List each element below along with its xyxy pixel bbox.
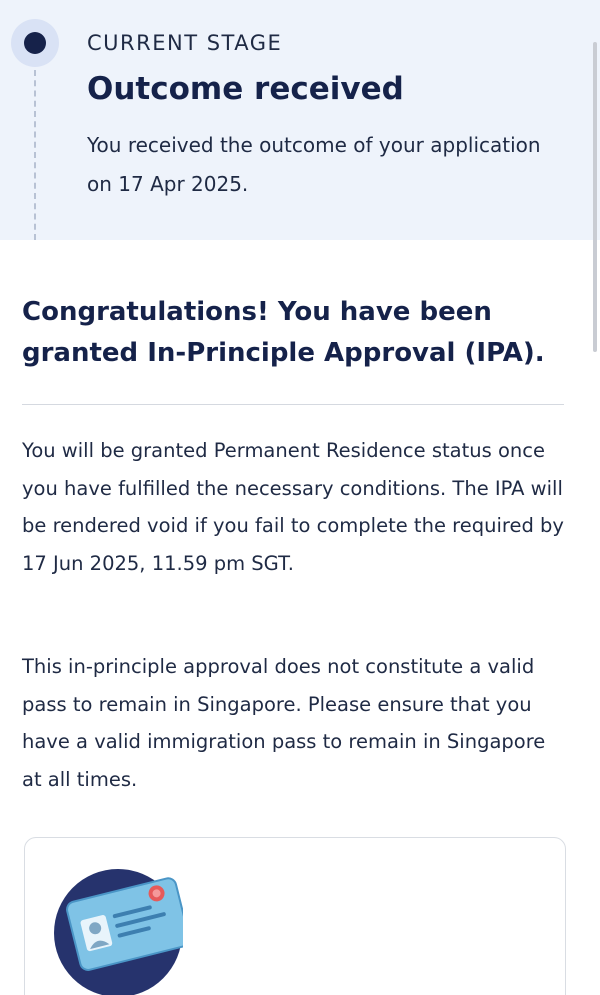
stage-title: Outcome received: [87, 71, 404, 107]
id-card-icon: [53, 868, 183, 995]
timeline-dot-icon: [24, 32, 46, 54]
current-stage-panel: [0, 0, 600, 240]
divider: [22, 404, 564, 405]
outcome-heading: Congratulations! You have been granted In-Principle Approval (IPA).: [22, 297, 545, 368]
scrollbar-thumb[interactable]: [593, 42, 597, 352]
stage-description: You received the outcome of your application on 17 Apr 2025.: [87, 133, 541, 196]
timeline-current-marker: [11, 19, 59, 67]
timeline-connector: [34, 70, 36, 240]
stage-label: CURRENT STAGE: [87, 31, 283, 55]
ipa-conditions-text: You will be granted Permanent Residence status once you have fulfilled the necessary conditions. The IPA will be rendered void if you fail to complete the required by 17 Jun 2025, 11.59 pm SGT.: [22, 439, 564, 575]
pr-card-info-card[interactable]: [24, 837, 566, 995]
ipa-pass-notice-text: This in-principle approval does not constitute a valid pass to remain in Singapore. Please ensure that you have a valid immigration pass to remain in Singapore at all times.: [22, 655, 546, 791]
